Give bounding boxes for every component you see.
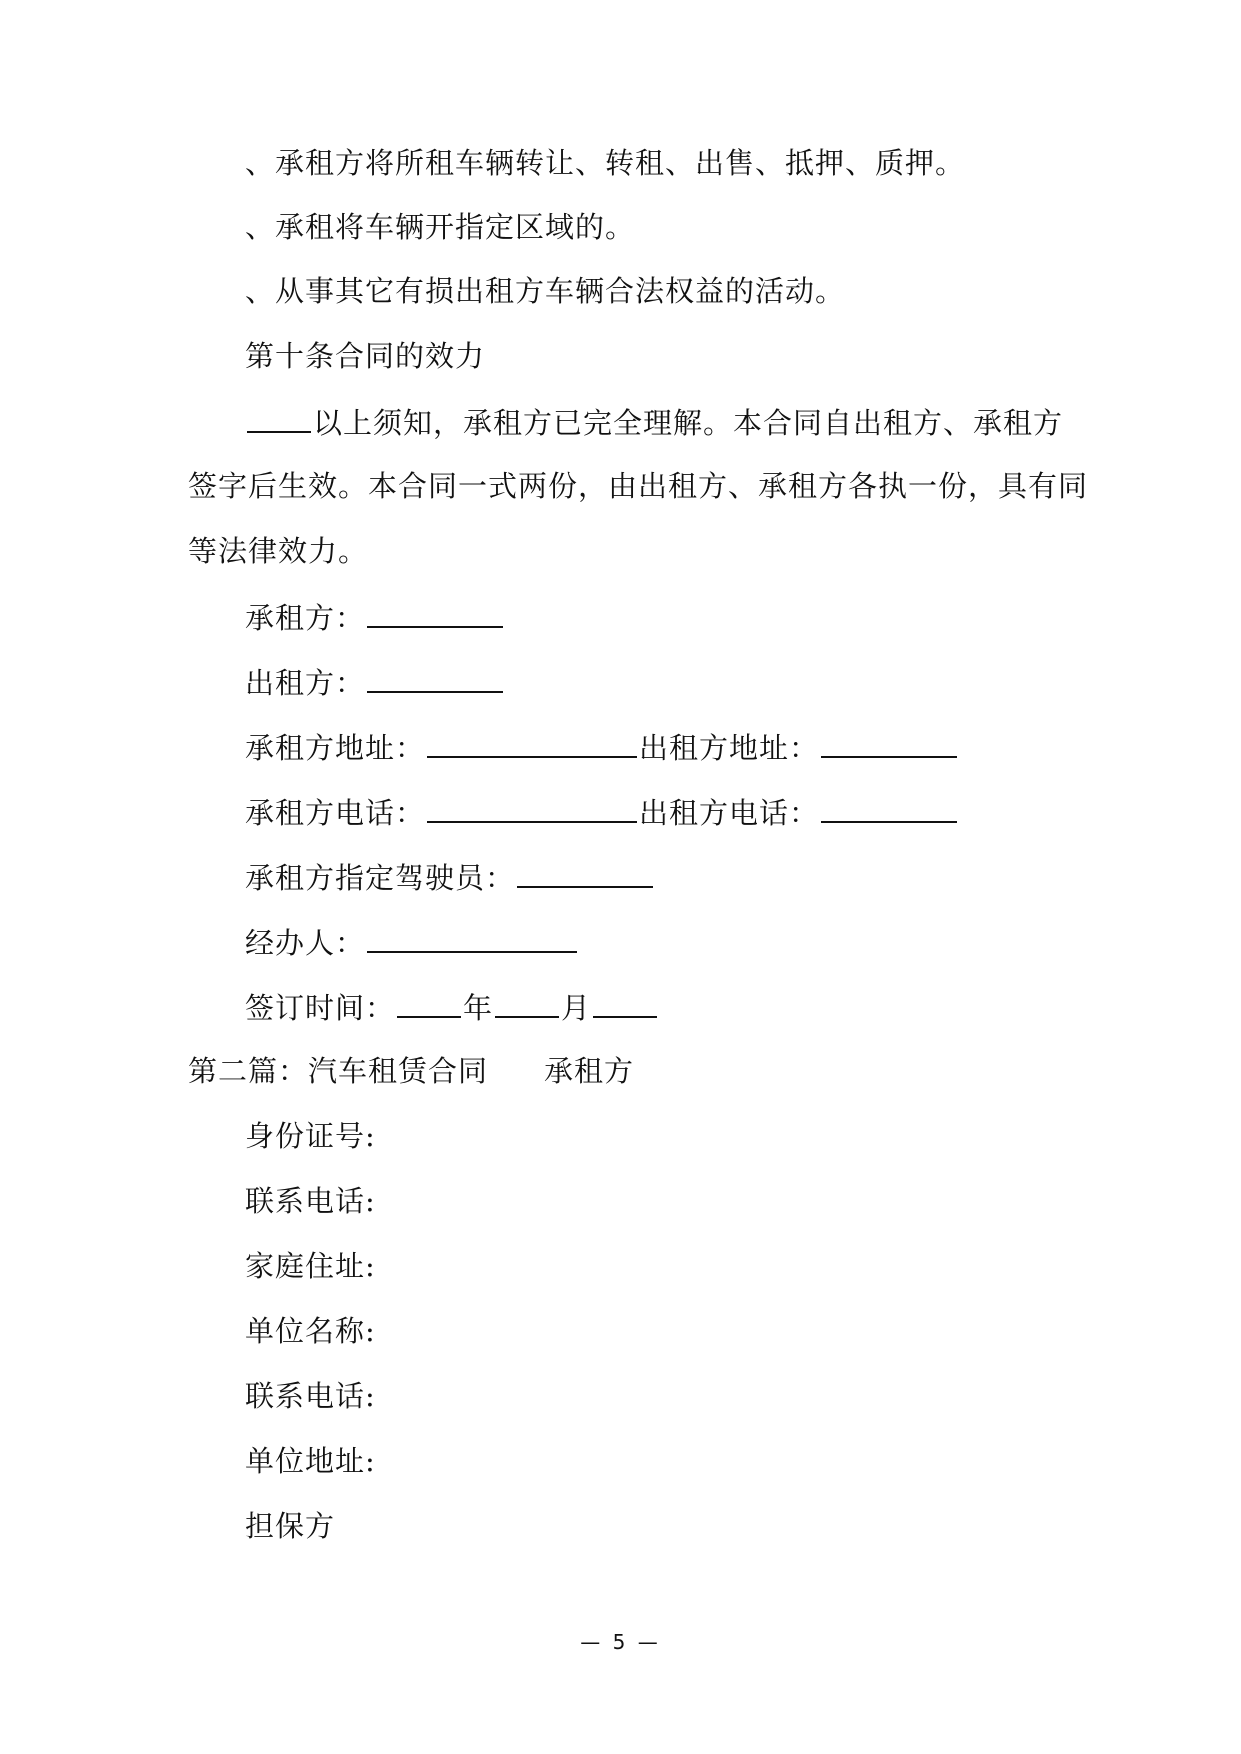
lessor-address-blank[interactable] — [821, 726, 957, 758]
month-label: 月 — [561, 991, 592, 1025]
article-10-paragraph-line-2: 签字后生效。本合同一式两份，由出租方、承租方各执一份，具有同 — [188, 469, 1089, 503]
handler-blank[interactable] — [367, 921, 577, 953]
handler-row — [245, 921, 579, 963]
id-number-field: 身份证号: — [245, 1119, 376, 1153]
lessor-phone-label: 出租方电话： — [639, 796, 820, 830]
lessee-signature-row — [245, 596, 505, 638]
lessee-phone-label: 承租方电话： — [245, 796, 426, 830]
lessor-phone-blank[interactable] — [821, 791, 957, 823]
sign-date-row — [245, 986, 659, 1028]
phone-field: 联系电话: — [245, 1184, 376, 1218]
company-address-field: 单位地址: — [245, 1444, 376, 1478]
handler-label: 经办人： — [245, 926, 366, 960]
lessee-address-blank[interactable] — [427, 726, 637, 758]
sign-date-label: 签订时间： — [245, 991, 396, 1025]
clause-text: 、承租方将所租车辆转让、转租、出售、抵押、质押。 — [245, 146, 966, 180]
lessee-blank[interactable] — [367, 596, 503, 628]
day-blank[interactable] — [593, 986, 657, 1018]
company-phone-field: 联系电话: — [245, 1379, 376, 1413]
driver-blank[interactable] — [517, 856, 653, 888]
home-address-field: 家庭住址: — [245, 1249, 376, 1283]
clause-item-other — [245, 271, 845, 311]
paragraph-text: 以上须知，承租方已完全理解。本合同自出租方、承租方 — [313, 406, 1064, 440]
phone-row — [245, 791, 959, 833]
fill-in-blank[interactable] — [247, 401, 311, 433]
clause-item-transfer — [245, 143, 965, 183]
section-2-heading-row — [188, 1051, 634, 1091]
clause-text: 、承租将车辆开指定区域的。 — [245, 210, 636, 244]
year-blank[interactable] — [397, 986, 461, 1018]
section-heading: 第二篇：汽车租赁合同 — [188, 1054, 489, 1088]
lessor-blank[interactable] — [367, 661, 503, 693]
address-row — [245, 726, 959, 768]
article-10-paragraph-line-1 — [245, 401, 1063, 443]
clause-text: 、从事其它有损出租方车辆合法权益的活动。 — [245, 274, 846, 308]
driver-row — [245, 856, 655, 898]
article-10-paragraph-line-3: 等法律效力。 — [188, 534, 369, 568]
clause-item-region — [245, 207, 635, 247]
lessee-label: 承租方： — [245, 601, 366, 635]
guarantor-field: 担保方 — [245, 1509, 336, 1543]
month-blank[interactable] — [495, 986, 559, 1018]
lessee-address-label: 承租方地址： — [245, 731, 426, 765]
driver-label: 承租方指定驾驶员： — [245, 861, 516, 895]
year-label: 年 — [463, 991, 494, 1025]
article-10-title: 第十条合同的效力 — [245, 339, 486, 373]
lessor-address-label: 出租方地址： — [639, 731, 820, 765]
section-party: 承租方 — [544, 1054, 635, 1088]
lessor-signature-row — [245, 661, 505, 703]
lessee-phone-blank[interactable] — [427, 791, 637, 823]
lessor-label: 出租方： — [245, 666, 366, 700]
page-number: — 5 — — [580, 1630, 661, 1654]
company-name-field: 单位名称: — [245, 1314, 376, 1348]
